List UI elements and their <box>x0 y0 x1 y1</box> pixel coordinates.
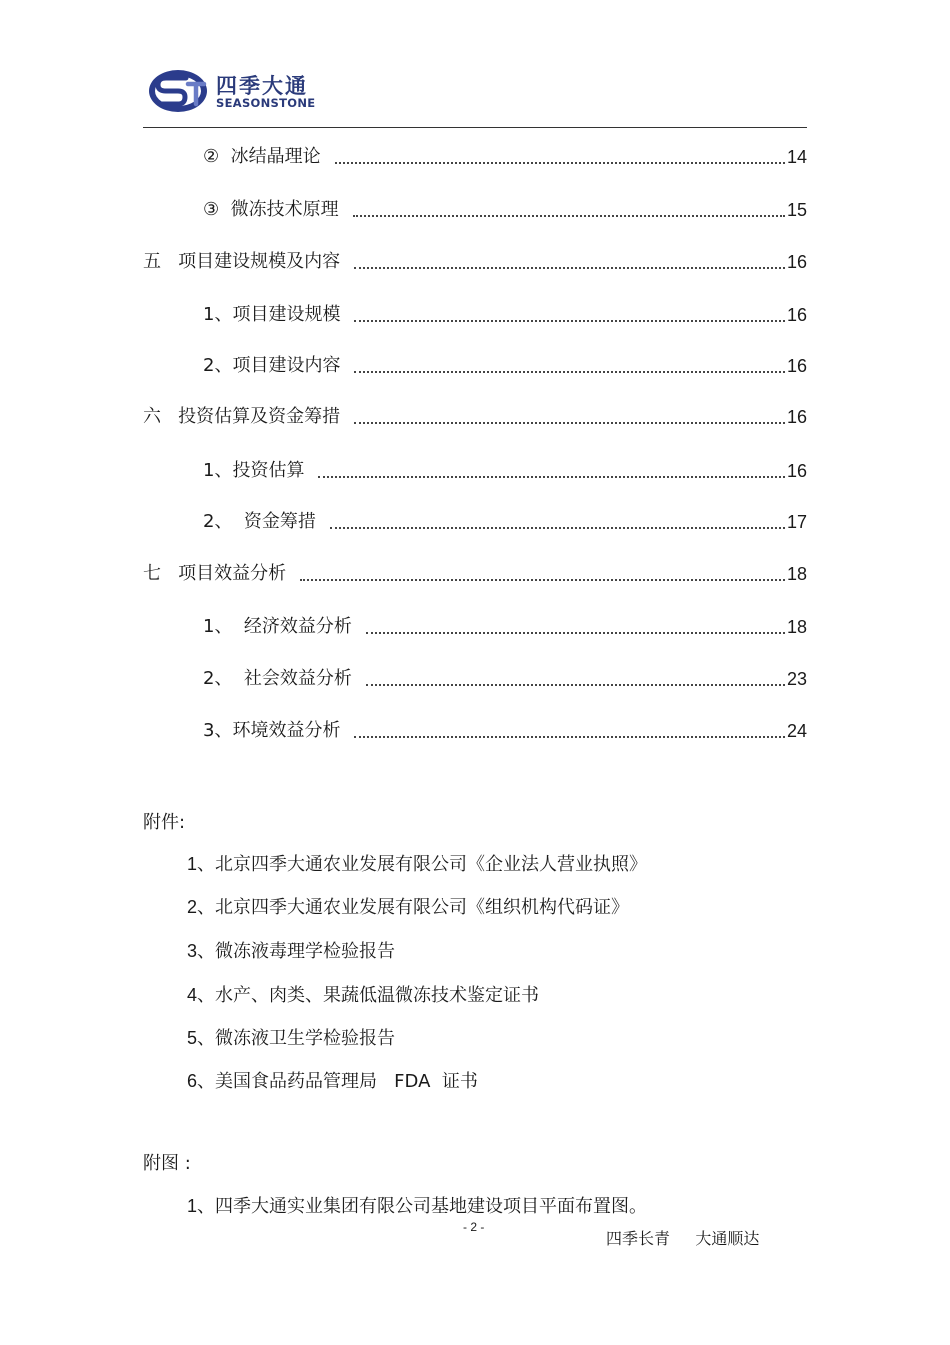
attachment-item-text: 、北京四季大通农业发展有限公司《组织机构代码证》 <box>197 897 630 918</box>
toc-entry-number: 1、 <box>203 616 244 637</box>
toc-entry-title: 项目建设规模 <box>232 304 341 325</box>
toc-entry-number: 2、 <box>203 668 244 689</box>
toc-entry-title: 冰结晶理论 <box>230 146 321 167</box>
toc-dot-leader <box>335 161 785 164</box>
toc-entry-title: 环境效益分析 <box>232 720 341 741</box>
attachment-item-text: 、微冻液卫生学检验报告 <box>197 1028 396 1049</box>
toc-dot-leader <box>354 319 785 322</box>
toc-entry-number: 1、 <box>203 460 233 481</box>
toc-entry-page: 16 <box>786 461 807 481</box>
figure-item-text: 、四季大通实业集团有限公司基地建设项目平面布置图。 <box>197 1196 648 1217</box>
toc-dot-leader <box>318 475 785 478</box>
toc-entry-number: ② <box>203 146 231 167</box>
figure-item <box>187 1192 647 1218</box>
toc-entry-title: 社会效益分析 <box>243 668 352 689</box>
attachment-item-number: 3 <box>187 941 198 961</box>
toc-entry-page: 16 <box>786 407 807 427</box>
toc-entry[interactable] <box>203 195 807 221</box>
attachment-item <box>187 850 647 876</box>
attachment-item-number: 4 <box>187 985 198 1005</box>
toc-entry[interactable] <box>203 612 807 638</box>
toc-entry-title: 投资估算及资金筹措 <box>178 406 341 427</box>
toc-entry-page: 16 <box>786 356 807 376</box>
toc-entry-title: 项目建设内容 <box>232 355 341 376</box>
attachment-item <box>187 981 539 1007</box>
attachment-item-number: 1 <box>187 854 198 874</box>
toc-entry-page: 23 <box>786 669 807 689</box>
toc-entry-page: 16 <box>786 305 807 325</box>
toc-entry[interactable] <box>203 456 807 482</box>
toc-dot-leader <box>300 578 785 581</box>
toc-entry-number: 五 <box>143 251 179 272</box>
toc-entry-page: 18 <box>786 617 807 637</box>
toc-entry-page: 18 <box>786 564 807 584</box>
attachment-item-number: 2 <box>187 897 198 917</box>
toc-entry-title: 资金筹措 <box>243 511 316 532</box>
logo-chinese-text: 四季大通 <box>216 74 308 98</box>
attachment-item-text: 、北京四季大通农业发展有限公司《企业法人营业执照》 <box>197 854 648 875</box>
figure-item-number: 1 <box>187 1196 198 1216</box>
toc-entry[interactable] <box>143 402 807 428</box>
figures-heading: 附图 : <box>143 1153 191 1174</box>
toc-dot-leader <box>354 266 785 269</box>
attachment-item-number: 5 <box>187 1028 198 1048</box>
seasonstone-logo-icon <box>148 68 212 114</box>
toc-entry[interactable] <box>143 559 807 585</box>
toc-entry[interactable] <box>203 716 807 742</box>
toc-dot-leader <box>366 683 785 686</box>
toc-entry-title: 微冻技术原理 <box>230 199 339 220</box>
toc-entry-page: 15 <box>786 200 807 220</box>
toc-entry-page: 14 <box>786 147 807 167</box>
toc-dot-leader <box>353 214 785 217</box>
toc-entry[interactable] <box>203 142 807 168</box>
page-header <box>0 0 950 130</box>
toc-entry-page: 17 <box>786 512 807 532</box>
attachment-item-text: 、微冻液毒理学检验报告 <box>197 941 396 962</box>
toc-dot-leader <box>366 631 785 634</box>
company-logo <box>148 68 348 118</box>
page-number: - 2 - <box>463 1220 485 1234</box>
toc-entry[interactable] <box>203 664 807 690</box>
footer-motto: 四季长青 大通顺达 <box>606 1229 760 1248</box>
attachment-item-text: 、水产、肉类、果蔬低温微冻技术鉴定证书 <box>197 985 540 1006</box>
toc-entry-number: 六 <box>143 406 179 427</box>
toc-dot-leader <box>354 421 785 424</box>
toc-entry-page: 16 <box>786 252 807 272</box>
toc-entry-number: 1、 <box>203 304 233 325</box>
attachment-item-number: 6 <box>187 1071 198 1091</box>
toc-dot-leader <box>330 526 785 529</box>
toc-entry-number: ③ <box>203 199 231 220</box>
attachment-item-text: 、美国食品药品管理局 FDA 证书 <box>197 1071 478 1092</box>
attachment-item <box>187 893 629 919</box>
attachments-heading: 附件: <box>143 812 186 833</box>
toc-entry-title: 项目效益分析 <box>178 563 287 584</box>
toc-entry[interactable] <box>203 507 807 533</box>
toc-entry-number: 2、 <box>203 355 233 376</box>
toc-entry-title: 投资估算 <box>232 460 305 481</box>
toc-entry[interactable] <box>143 247 807 273</box>
toc-entry-page: 24 <box>786 721 807 741</box>
attachment-item <box>187 1067 478 1093</box>
attachment-item <box>187 937 395 963</box>
logo-english-text: SEASONSTONE <box>216 96 316 110</box>
toc-entry-number: 七 <box>143 563 179 584</box>
toc-dot-leader <box>354 370 785 373</box>
header-divider <box>143 127 807 128</box>
toc-entry-title: 经济效益分析 <box>243 616 352 637</box>
toc-dot-leader <box>354 735 785 738</box>
toc-entry-number: 2、 <box>203 511 244 532</box>
toc-entry-number: 3、 <box>203 720 233 741</box>
attachment-item <box>187 1024 395 1050</box>
toc-entry[interactable] <box>203 300 807 326</box>
toc-entry-title: 项目建设规模及内容 <box>178 251 341 272</box>
toc-entry[interactable] <box>203 351 807 377</box>
